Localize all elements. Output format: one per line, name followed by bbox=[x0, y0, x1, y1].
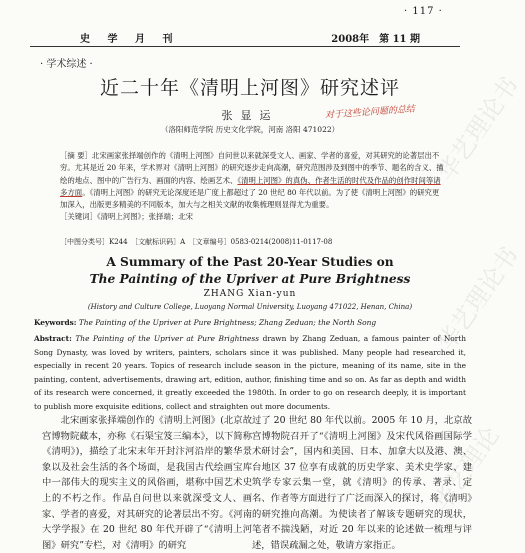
watermark-text: 华艺理论书 bbox=[432, 241, 524, 357]
english-title bbox=[0, 254, 500, 288]
keywords-cn: ［关键词］《清明上河图》；张择端；北宋 bbox=[60, 212, 194, 222]
body-column-right: 过了 20 世纪 80 年代以前。2005 年 10 月，北京故宫博物院召开了“《清明上河图》及宋代风俗画国际学术研讨会”，国内和美国、日本、加拿大以及港、澳、台地区 37 位享有成就的历史学家、美术史学家、建筑学专家云集一堂，就《清明》的传承、著录、定名、作者等方面进行了广泛而深入的探讨，将《清明》的研究推向高潮。为使读者了解该专题研究的现状，笔者不揣浅陋，对近 20 年以来的论述做一梳理与评述，错误疏漏之处，敬请方家指正。 bbox=[252, 415, 472, 551]
abstract-cn-text-2: 。《清明上河图》的研究无论深度还是广度上都超过了 20 世纪 80 年代以前。为了使《清明上河图》的研究更加深入，出版更多精美的不同版本，加大与之相关文献的收集梳理则显得尤为重要。 bbox=[60, 187, 440, 210]
handwritten-annotation: 对于这些论问题的总结 bbox=[324, 104, 416, 121]
english-affiliation: (History and Culture College, Luoyang Normal University, Luoyang 471022, Henan, China) bbox=[87, 303, 413, 311]
abstract-cn-text-1: 北宋画家张择端创作的《清明上河图》自问世以来就深受文人、画家、学者的喜爱，对其研究的论著层出不穷。尤其是近 20 年来，学术界对《清明上河图》的研究逐步走向高潮，研究范围涉及到图中的季节、题名的含义、描绘的地点、图中的广告行为、画面的内容、绘画艺术、 bbox=[60, 151, 444, 185]
section-label: · 学术综述 · bbox=[40, 59, 93, 70]
article-title: 近二十年《清明上河图》研究述评 bbox=[99, 77, 400, 99]
journal-name: 史 学 月 刊 bbox=[80, 34, 180, 45]
abstract-en-text: drawn by Zhang Zeduan, a famous painter of North Song Dynasty, was loved by writers, painters, scholars since it was published. Many people had researched it, especially in recent 20 years. Topics of research include season in the picture, meaning of its name, site in the painting, content, advertisements, drawing art, edition, author, finishing time and so on. As far as depth and width of its research were concerned, it greatly exceeded the 1980th. In order to go on research deeply, it is important to publish more exquisite editions, collect and straighten out more documents. bbox=[34, 334, 467, 411]
watermark-text: 华艺理论 bbox=[427, 421, 506, 517]
english-title-line2: The Painting of the Upriver at Pure Brightness bbox=[89, 272, 411, 286]
keywords-label-en: Keywords: bbox=[34, 318, 77, 327]
running-header bbox=[80, 30, 420, 44]
page-number: · 117 · bbox=[404, 6, 443, 17]
body-column-left: 北宋画家张择端创作的《清明上河图》(北京故宫博物院藏本，亦称《石渠宝笈三编本》，以下简称《清明》)，描绘了北宋末年开封汴河沿岸的繁华景象以及社会生活的各个场面，是我国古代绘画宝库中一部伟大的现实主义的风俗画，堪称中国艺术史上的不朽之作。作品自问世以来就深受文人、画家、学者的喜爱，对其研究的论著层出不穷。《河南大学学报》在 20 世纪 80 年代开辟了“《清明上河图》研究”专栏，对《清明》的研究 bbox=[42, 415, 252, 551]
author-affiliation: （洛阳师范学院 历史文化学院，河南 洛阳 471022） bbox=[160, 125, 340, 134]
english-title-line1: A Summary of the Past 20-Year Studies on bbox=[106, 255, 394, 269]
issue-label: 2008年 第 11 期 bbox=[331, 34, 420, 45]
abstract-en-title-ref: The Painting of the Upriver at Pure Brightness bbox=[75, 334, 260, 343]
watermark-text: 华艺理论书 bbox=[432, 71, 524, 187]
english-keywords bbox=[34, 318, 472, 327]
abstract-label-en: Abstract: bbox=[34, 334, 72, 343]
english-abstract bbox=[34, 332, 466, 414]
abstract-cn-underlined: 《清明上河图》的真伪、作者生活的时代及作品的创作时间等诸多方面 bbox=[60, 175, 441, 197]
author-name: 张显运 bbox=[221, 109, 279, 122]
header-rule bbox=[30, 46, 460, 47]
classification-meta: ［中图分类号］K244 ［文献标识码］A ［文章编号］0583-0214(2008)11-0117-08 bbox=[60, 238, 333, 246]
chinese-abstract bbox=[60, 150, 444, 224]
keywords-en: The Painting of the Upriver at Pure Brightness; Zhang Zeduan; the North Song bbox=[78, 318, 377, 327]
abstract-label-cn: ［摘 要］ bbox=[60, 151, 92, 160]
english-author: ZHANG Xian-yun bbox=[203, 289, 297, 299]
